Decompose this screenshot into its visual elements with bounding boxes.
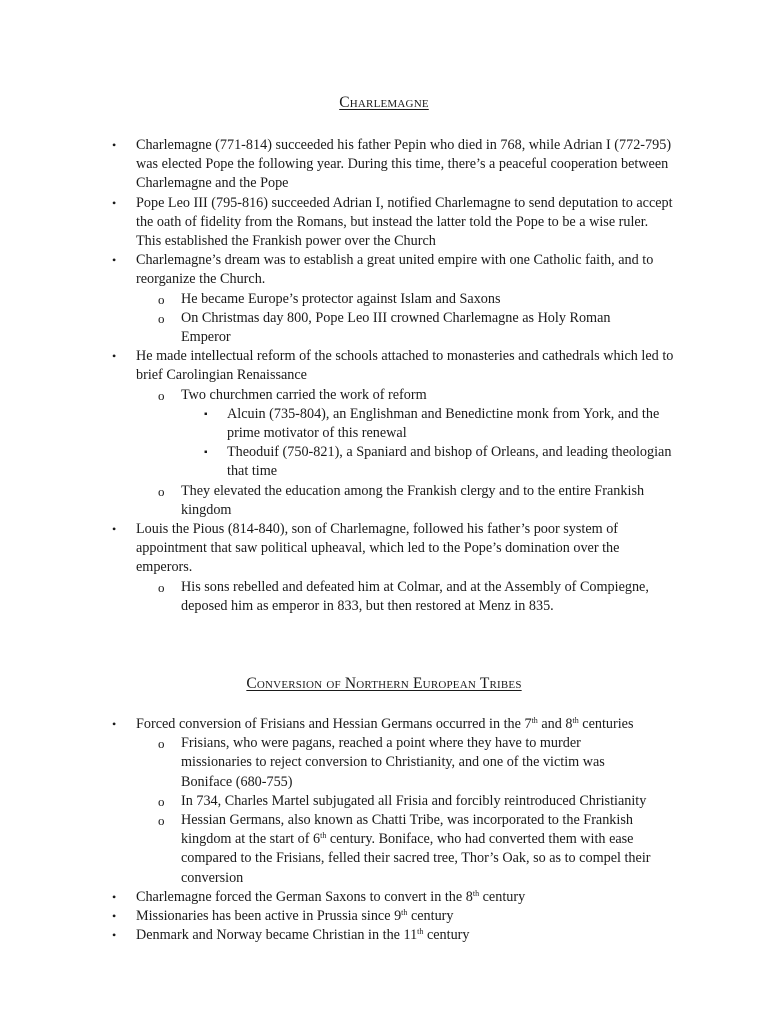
- list-item-text: Forced conversion of Frisians and Hessian Germans occurred in the 7th and 8th centuries: [136, 716, 634, 732]
- list-item-text: Charlemagne’s dream was to establish a great united empire with one Catholic faith, and to reorganize the Church.: [136, 252, 654, 288]
- list-item: [0, 386, 651, 405]
- list-item-text: Pope Leo III (795-816) succeeded Adrian I, notified Charlemagne to send deputation to accept the oath of fidelity from the Romans, but instead the latter told the Pope to be a wise ruler. This established the Frankish power over the Church: [136, 194, 673, 250]
- list-item: [0, 251, 676, 289]
- bullet-marker: •: [112, 195, 117, 210]
- bullet-marker: •: [112, 349, 117, 364]
- list-item: [0, 811, 651, 888]
- bullet-marker: o: [158, 310, 165, 326]
- list-item-text: Theoduif (750-821), a Spaniard and bishop of Orleans, and leading theologian that time: [227, 444, 672, 480]
- bullet-marker: •: [112, 909, 117, 924]
- list-item: [0, 443, 672, 481]
- list-item: [0, 888, 676, 907]
- section-conversion-list: [0, 715, 768, 945]
- bullet-marker: •: [112, 889, 117, 904]
- list-item: [0, 907, 676, 926]
- bullet-marker: •: [112, 522, 117, 537]
- list-item-text: He became Europe’s protector against Islam and Saxons: [181, 290, 501, 307]
- list-item: [0, 520, 676, 578]
- list-item-text: Charlemagne forced the German Saxons to convert in the 8th century: [136, 888, 526, 905]
- bullet-marker: o: [158, 736, 165, 752]
- list-item: [0, 734, 651, 792]
- list-item: [0, 347, 676, 385]
- bullet-marker: o: [158, 291, 165, 307]
- list-item: [0, 926, 676, 945]
- bullet-marker: •: [112, 928, 117, 943]
- list-item-text: On Christmas day 800, Pope Leo III crowned Charlemagne as Holy Roman Emperor: [181, 309, 611, 346]
- list-item: [0, 578, 651, 616]
- list-item: [0, 309, 651, 347]
- list-item: [0, 194, 676, 252]
- list-item: [0, 482, 651, 520]
- list-item: [0, 290, 651, 309]
- list-item-text: His sons rebelled and defeated him at Colmar, and at the Assembly of Compiegne, deposed him as emperor in 833, but then restored at Menz in 835.: [181, 578, 649, 614]
- list-item: [0, 715, 676, 734]
- section-title-conversion: Conversion of Northern European Tribes: [246, 675, 522, 692]
- list-item-text: Missionaries has been active in Prussia since 9th century: [136, 908, 454, 925]
- bullet-marker: •: [112, 138, 117, 152]
- bullet-marker: o: [158, 483, 165, 499]
- bullet-marker: o: [158, 813, 165, 829]
- list-item-text: He made intellectual reform of the schools attached to monasteries and cathedrals which led to brief Carolingian Renaissance: [136, 348, 674, 384]
- list-item: [0, 792, 651, 811]
- list-item: [0, 405, 672, 443]
- list-item-text: Charlemagne (771-814) succeeded his father Pepin who died in 768, while Adrian I (772-795) was elected Pope the following year. During this time, there’s a peaceful cooperation between Charlemagne and the Pope: [136, 137, 672, 192]
- list-item-text: Hessian Germans, also known as Chatti Tribe, was incorporated to the Frankish kingdom at the start of 6th century. Boniface, who had converted them with ease compared to the Frisians, felled their sacred tree, Thor’s Oak, so as to compel their conversion: [181, 812, 651, 886]
- list-item-text: Louis the Pious (814-840), son of Charlemagne, followed his father’s poor system of appointment that saw political upheaval, which led to the Pope’s domination over the emperors.: [136, 521, 620, 576]
- list-item-text: Frisians, who were pagans, reached a point where they have to murder missionaries to reject conversion to Christianity, and one of the victim was Boniface (680-755): [181, 735, 605, 790]
- bullet-marker: o: [158, 793, 165, 809]
- list-item-text: In 734, Charles Martel subjugated all Frisia and forcibly reintroduced Christianity: [181, 792, 647, 809]
- bullet-marker: ▪: [204, 447, 208, 459]
- bullet-marker: o: [158, 387, 165, 403]
- list-item-text: They elevated the education among the Frankish clergy and to the entire Frankish kingdom: [181, 482, 645, 518]
- bullet-marker: ▪: [204, 408, 208, 420]
- section-charlemagne-list: [0, 136, 768, 616]
- list-item-text: Two churchmen carried the work of reform: [181, 386, 427, 403]
- list-item-text: Denmark and Norway became Christian in the 11th century: [136, 927, 470, 944]
- bullet-marker: o: [158, 579, 165, 595]
- list-item-text: Alcuin (735-804), an Englishman and Benedictine monk from York, and the prime motivator of this renewal: [227, 405, 660, 442]
- bullet-marker: •: [112, 717, 117, 731]
- list-item: [0, 136, 676, 194]
- bullet-marker: •: [112, 253, 117, 268]
- section-title-charlemagne: Charlemagne: [339, 94, 429, 111]
